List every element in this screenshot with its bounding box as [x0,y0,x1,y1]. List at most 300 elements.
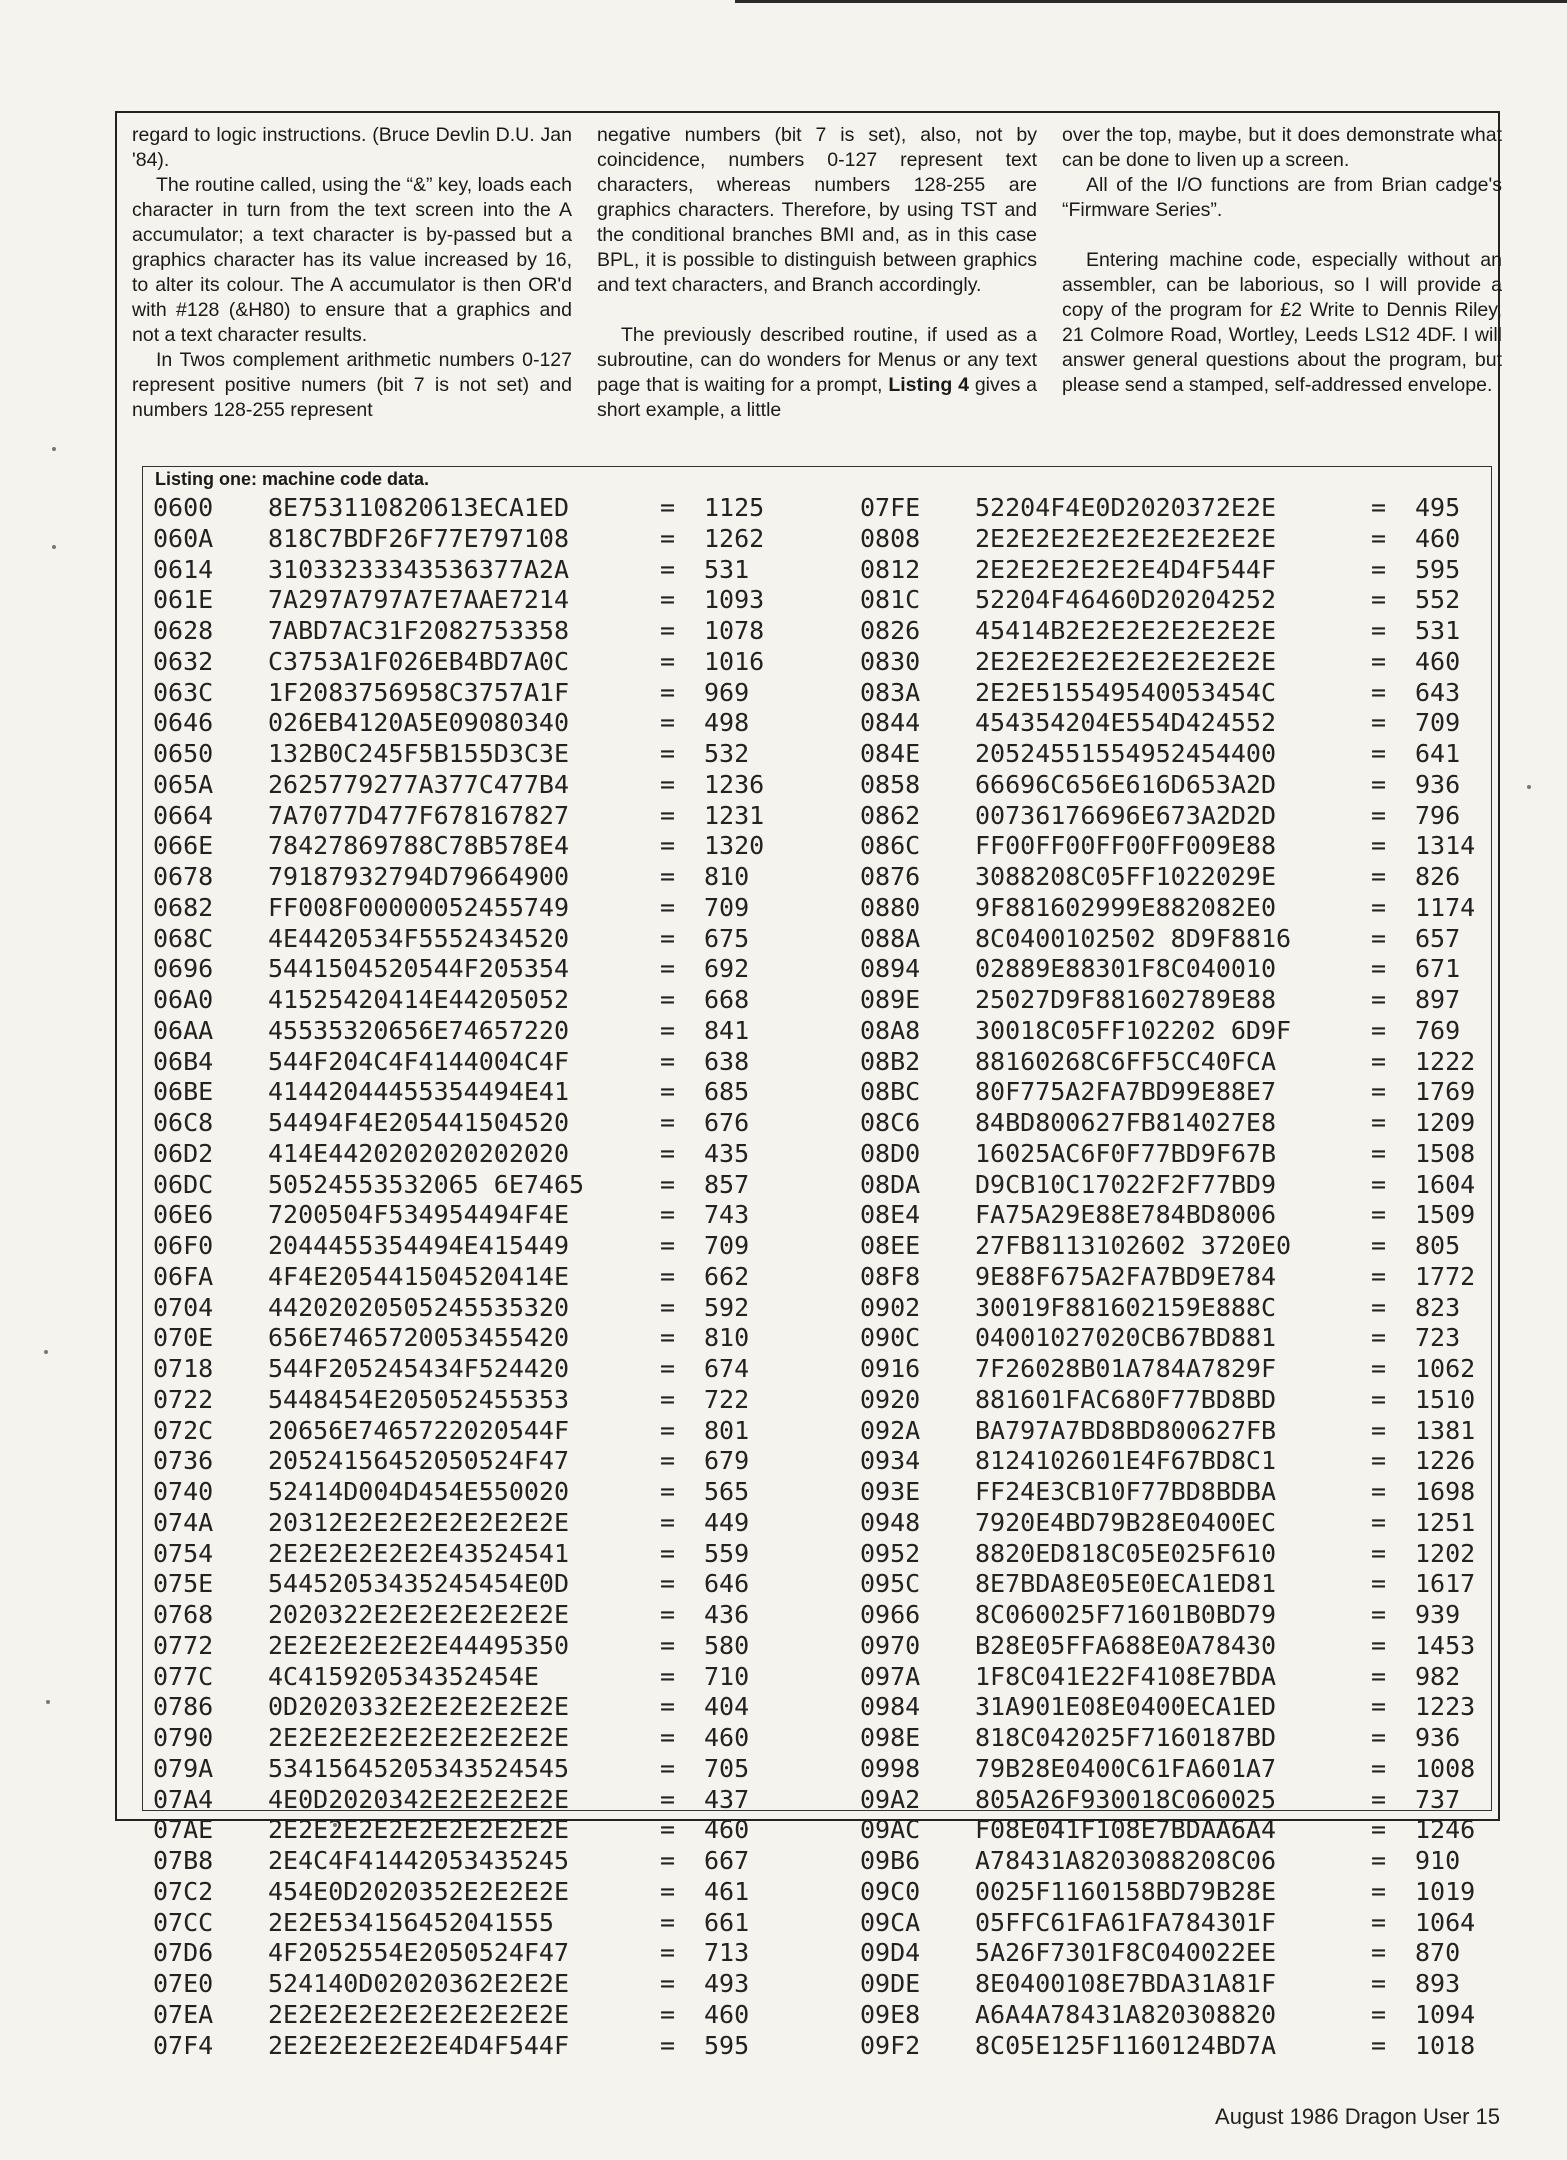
hex-data: 805A26F930018C060025 [975,1784,1277,1814]
checksum: 559 [704,1538,750,1568]
hex-data: 8C0400102502 8D9F8816 [975,923,1292,953]
equals-sign: = [660,1846,676,1875]
hex-data: 16025AC6F0F77BD9F67B [975,1138,1277,1168]
checksum: 969 [704,677,750,707]
hex-data: 2044455354494E415449 [268,1231,570,1260]
equals-sign: = [1371,1600,1387,1629]
equals-sign: = [1371,1907,1387,1937]
equals-sign: = [660,1354,676,1383]
equals-sign: = [660,1292,676,1322]
hex-data: 881601FAC680F77BD8BD [975,1384,1277,1414]
address: 06C8 [153,1108,214,1137]
equals-sign: = [1371,923,1387,953]
equals-sign: = [1371,1292,1387,1322]
listing-reference: Listing 4 [888,374,969,396]
equals-sign: = [1371,493,1387,522]
equals-sign: = [1371,1938,1387,1968]
checksum: 1262 [704,523,765,553]
margin-dot [46,1700,50,1704]
address: 088A [860,923,921,953]
address: 09F2 [860,2030,921,2060]
address: 09C0 [860,1876,921,1906]
address: 07B8 [153,1846,214,1875]
address: 07A4 [153,1784,214,1814]
address: 0948 [860,1507,921,1537]
equals-sign: = [660,585,676,615]
address: 0772 [153,1630,214,1660]
checksum: 910 [1415,1846,1461,1875]
hex-data: 544F205245434F524420 [268,1354,570,1383]
equals-sign: = [660,1077,676,1107]
checksum: 1019 [1415,1876,1476,1906]
address: 0830 [860,646,921,676]
checksum: 662 [704,1261,750,1291]
equals-sign: = [1371,1784,1387,1814]
address: 074A [153,1507,214,1537]
checksum: 676 [704,1108,750,1137]
text-column-2 [597,123,1037,463]
hex-data: 41525420414E44205052 [268,985,570,1014]
hex-data: 7920E4BD79B28E0400EC [975,1507,1277,1537]
checksum: 685 [704,1077,750,1107]
checksum: 709 [704,1231,750,1260]
checksum: 939 [1415,1600,1461,1629]
hex-data: FA75A29E88E784BD8006 [975,1200,1277,1230]
equals-sign: = [660,1108,676,1137]
hex-data: 2E2E2E2E2E2E4D4F544F [268,2030,570,2060]
hex-data: 454E0D2020352E2E2E2E [268,1876,570,1906]
hex-data: 79187932794D79664900 [268,862,570,891]
equals-sign: = [660,1477,676,1506]
equals-sign: = [660,2030,676,2060]
hex-data: 5448454E205052455353 [268,1384,570,1414]
address: 08D0 [860,1138,921,1168]
hex-data: 45535320656E74657220 [268,1015,570,1045]
address: 08B2 [860,1046,921,1076]
address: 08EE [860,1231,921,1260]
equals-sign: = [1371,554,1387,584]
hex-data: 4C415920534352454E [268,1661,539,1691]
margin-dot [1527,785,1531,789]
text-column-3 [1062,123,1502,463]
equals-sign: = [1371,1261,1387,1291]
checksum: 435 [704,1138,750,1168]
address: 0678 [153,862,214,891]
address: 0718 [153,1354,214,1383]
checksum: 498 [704,708,750,738]
checksum: 709 [1415,708,1461,738]
checksum: 1604 [1415,1169,1476,1199]
address: 0876 [860,862,921,891]
hex-data: 88160268C6FF5CC40FCA [975,1046,1277,1076]
checksum: 810 [704,862,750,891]
checksum: 404 [704,1692,750,1722]
paragraph-text: gives a short example, a little [597,374,1038,421]
paragraph: All of the I/O functions are from Brian cadge's “Firmware Series”. [1062,174,1502,221]
address: 06AA [153,1015,214,1045]
equals-sign: = [1371,1169,1387,1199]
address: 0916 [860,1354,921,1383]
address: 0970 [860,1630,921,1660]
hex-data: 00736176696E673A2D2D [975,800,1277,830]
equals-sign: = [1371,1415,1387,1445]
checksum: 801 [704,1415,750,1445]
address: 07D6 [153,1938,214,1968]
checksum: 982 [1415,1661,1461,1691]
checksum: 857 [704,1169,750,1199]
address: 0880 [860,892,921,922]
hex-data: 656E7465720053455420 [268,1323,570,1353]
address: 0808 [860,523,921,553]
hex-data: 44202020505245535320 [268,1292,570,1322]
address: 06D2 [153,1138,214,1168]
checksum: 1222 [1415,1046,1476,1076]
hex-data: 2E2E515549540053454C [975,677,1277,707]
hex-data: 7ABD7AC31F2082753358 [268,616,570,645]
equals-sign: = [1371,1723,1387,1752]
hex-data: 50524553532065 6E7465 [268,1169,585,1199]
hex-data: 78427869788C78B578E4 [268,831,570,861]
checksum: 460 [1415,646,1461,676]
address: 08C6 [860,1108,921,1137]
equals-sign: = [660,800,676,830]
checksum: 646 [704,1569,750,1599]
hex-data: 2E2E2E2E2E2E44495350 [268,1630,570,1660]
listing-title: Listing one: machine code data. [155,469,430,489]
equals-sign: = [1371,1753,1387,1783]
checksum: 641 [1415,739,1461,768]
checksum: 552 [1415,585,1461,615]
hex-data: 45414B2E2E2E2E2E2E2E [975,616,1277,645]
equals-sign: = [660,1753,676,1783]
checksum: 679 [704,1446,750,1476]
hex-data: 31033233343536377A2A [268,554,570,584]
hex-data: 414E4420202020202020 [268,1138,570,1168]
equals-sign: = [660,831,676,861]
hex-data: 4E4420534F5552434520 [268,923,570,953]
checksum: 643 [1415,677,1461,707]
listing-box [142,466,1492,2060]
checksum: 722 [704,1384,750,1414]
checksum: 1510 [1415,1384,1476,1414]
equals-sign: = [660,1938,676,1968]
checksum: 1016 [704,646,765,676]
address: 06DC [153,1169,214,1199]
hex-data: 0025F1160158BD79B28E [975,1876,1277,1906]
hex-data: 132B0C245F5B155D3C3E [268,739,570,768]
hex-data: 0D2020332E2E2E2E2E2E [268,1692,570,1722]
hex-data: 524140D02020362E2E2E [268,1969,570,1998]
equals-sign: = [660,616,676,645]
equals-sign: = [1371,677,1387,707]
hex-data: 20312E2E2E2E2E2E2E2E [268,1507,570,1537]
address: 06BE [153,1077,214,1107]
hex-data: 8E753110820613ECA1ED [268,493,570,522]
equals-sign: = [1371,800,1387,830]
equals-sign: = [1371,1138,1387,1168]
checksum: 671 [1415,954,1461,984]
address: 0894 [860,954,921,984]
hex-data: 2625779277A377C477B4 [268,769,570,799]
address: 097A [860,1661,921,1691]
checksum: 1062 [1415,1354,1476,1383]
checksum: 841 [704,1015,750,1045]
address: 089E [860,985,921,1014]
hex-data: FF008F00000052455749 [268,892,570,922]
address: 0736 [153,1446,214,1476]
checksum: 769 [1415,1015,1461,1045]
equals-sign: = [660,1138,676,1168]
address: 0902 [860,1292,921,1322]
equals-sign: = [1371,831,1387,861]
checksum: 1125 [704,493,765,522]
equals-sign: = [1371,616,1387,645]
address: 090C [860,1323,921,1353]
address: 06E6 [153,1200,214,1230]
equals-sign: = [660,769,676,799]
hex-data: 2E2E534156452041555 [268,1907,554,1937]
checksum: 1064 [1415,1907,1476,1937]
hex-data: 30018C05FF102202 6D9F [975,1015,1292,1045]
checksum: 1509 [1415,1200,1476,1230]
hex-data: 66696C656E616D653A2D [975,769,1277,799]
checksum: 692 [704,954,750,984]
checksum: 1226 [1415,1446,1476,1476]
equals-sign: = [1371,708,1387,738]
equals-sign: = [660,677,676,707]
checksum: 1314 [1415,831,1476,861]
checksum: 1508 [1415,1138,1476,1168]
address: 09B6 [860,1846,921,1875]
hex-data: 1F2083756958C3757A1F [268,677,570,707]
hex-data: 3088208C05FF1022029E [975,862,1277,891]
hex-data: 04001027020CB67BD881 [975,1323,1277,1353]
address: 0722 [153,1384,214,1414]
address: 09CA [860,1907,921,1937]
equals-sign: = [660,554,676,584]
equals-sign: = [660,708,676,738]
address: 09E8 [860,1999,921,2029]
hex-data: 2E2E2E2E2E2E2E2E2E2E [975,646,1277,676]
hex-data: 02889E88301F8C040010 [975,954,1277,984]
hex-data: 5441504520544F205354 [268,954,570,984]
equals-sign: = [1371,1969,1387,1998]
equals-sign: = [660,1446,676,1476]
hex-data: 8E7BDA8E05E0ECA1ED81 [975,1569,1277,1599]
hex-data: A6A4A78431A820308820 [975,1999,1277,2029]
checksum: 1320 [704,831,765,861]
address: 063C [153,677,214,707]
equals-sign: = [1371,769,1387,799]
checksum: 532 [704,739,750,768]
equals-sign: = [660,739,676,768]
address: 084E [860,739,921,768]
checksum: 713 [704,1938,750,1968]
address: 0998 [860,1753,921,1783]
margin-dot [44,1350,48,1354]
address: 0826 [860,616,921,645]
equals-sign: = [1371,1077,1387,1107]
address: 0650 [153,739,214,768]
address: 08BC [860,1077,921,1107]
address: 060A [153,523,214,553]
checksum: 675 [704,923,750,953]
hex-data: 25027D9F881602789E88 [975,985,1277,1014]
checksum: 743 [704,1200,750,1230]
hex-data: 20524156452050524F47 [268,1446,570,1476]
hex-data: 2E4C4F41442053435245 [268,1846,570,1875]
page-footer: August 1986 Dragon User 15 [1215,2104,1500,2129]
equals-sign: = [1371,1538,1387,1568]
hex-data: 5A26F7301F8C040022EE [975,1938,1277,1968]
address: 092A [860,1415,921,1445]
paragraph-text: The previously described routine, if used as a subroutine, can do wonders for Menus or any text page that is waiting for a prompt, [597,324,1037,396]
hex-data: 30019F881602159E888C [975,1292,1277,1322]
equals-sign: = [660,923,676,953]
hex-data: 7F26028B01A784A7829F [975,1354,1277,1383]
checksum: 723 [1415,1323,1461,1353]
checksum: 661 [704,1907,750,1937]
address: 09A2 [860,1784,921,1814]
checksum: 897 [1415,985,1461,1014]
checksum: 531 [704,554,750,584]
checksum: 595 [1415,554,1461,584]
checksum: 436 [704,1600,750,1629]
address: 0786 [153,1692,214,1722]
hex-data: 818C042025F7160187BD [975,1723,1277,1752]
address: 0754 [153,1538,214,1568]
equals-sign: = [1371,646,1387,676]
address: 08E4 [860,1200,921,1230]
hex-data: 27FB8113102602 3720E0 [975,1231,1292,1260]
article-text [132,123,1502,463]
checksum: 1236 [704,769,765,799]
equals-sign: = [660,1815,676,1845]
checksum: 1769 [1415,1077,1476,1107]
equals-sign: = [1371,1046,1387,1076]
address: 0740 [153,1477,214,1506]
address: 086C [860,831,921,861]
equals-sign: = [660,523,676,553]
checksum: 1094 [1415,1999,1476,2029]
hex-data: 20524551554952454400 [975,739,1277,768]
checksum: 668 [704,985,750,1014]
address: 0682 [153,892,214,922]
equals-sign: = [1371,523,1387,553]
hex-data: 1F8C041E22F4108E7BDA [975,1661,1277,1691]
text-column-1 [132,123,572,463]
equals-sign: = [660,1999,676,2029]
checksum: 1381 [1415,1415,1476,1445]
hex-data: FF00FF00FF00FF009E88 [975,831,1277,861]
hex-data: 2E2E2E2E2E2E43524541 [268,1538,570,1568]
equals-sign: = [660,646,676,676]
checksum: 595 [704,2030,750,2060]
checksum: 638 [704,1046,750,1076]
address: 08DA [860,1169,921,1199]
address: 09AC [860,1815,921,1845]
address: 068C [153,923,214,953]
hex-data: 026EB4120A5E09080340 [268,708,570,738]
equals-sign: = [1371,892,1387,922]
checksum: 1453 [1415,1630,1476,1660]
equals-sign: = [1371,862,1387,891]
equals-sign: = [660,1569,676,1599]
address: 07FE [860,493,921,522]
checksum: 810 [704,1323,750,1353]
checksum: 1772 [1415,1261,1476,1291]
address: 0984 [860,1692,921,1722]
equals-sign: = [1371,1477,1387,1506]
equals-sign: = [660,1169,676,1199]
address: 06B4 [153,1046,214,1076]
checksum: 796 [1415,800,1461,830]
equals-sign: = [660,1200,676,1230]
hex-data: 9E88F675A2FA7BD9E784 [975,1261,1277,1291]
address: 0862 [860,800,921,830]
checksum: 1223 [1415,1692,1476,1722]
address: 095C [860,1569,921,1599]
checksum: 674 [704,1354,750,1383]
equals-sign: = [660,1261,676,1291]
equals-sign: = [660,1876,676,1906]
equals-sign: = [1371,585,1387,615]
hex-data: 2020322E2E2E2E2E2E2E [268,1600,570,1629]
equals-sign: = [1371,1507,1387,1537]
address: 07EA [153,1999,214,2029]
equals-sign: = [1371,1231,1387,1260]
hex-data: 80F775A2FA7BD99E88E7 [975,1077,1277,1107]
address: 0628 [153,616,214,645]
checksum: 710 [704,1661,750,1691]
paragraph: In Twos complement arithmetic numbers 0-127 represent positive numers (bit 7 is not set) and numbers 128-255 represent [132,349,572,421]
address: 098E [860,1723,921,1752]
checksum: 936 [1415,769,1461,799]
equals-sign: = [660,1600,676,1629]
address: 06FA [153,1261,214,1291]
checksum: 705 [704,1753,750,1783]
hex-data: 31A901E08E0400ECA1ED [975,1692,1277,1722]
paragraph: over the top, maybe, but it does demonstrate what can be done to liven up a screen. [1062,124,1502,171]
checksum: 1251 [1415,1507,1476,1537]
hex-data: 54452053435245454E0D [268,1569,570,1599]
address: 0696 [153,954,214,984]
address: 093E [860,1477,921,1506]
hex-data: B28E05FFA688E0A78430 [975,1630,1277,1660]
equals-sign: = [660,1907,676,1937]
equals-sign: = [1371,1815,1387,1845]
address: 07E0 [153,1969,214,1998]
hex-data: 818C7BDF26F77E797108 [268,523,570,553]
equals-sign: = [660,892,676,922]
address: 066E [153,831,214,861]
margin-dot [52,545,56,549]
equals-sign: = [660,1630,676,1660]
hex-data: 8C05E125F1160124BD7A [975,2030,1277,2060]
equals-sign: = [1371,1354,1387,1383]
hex-data: 2E2E2E2E2E2E2E2E2E2E [268,1723,570,1752]
address: 07C2 [153,1876,214,1906]
hex-data: 7A7077D477F678167827 [268,800,570,830]
checksum: 495 [1415,493,1461,522]
hex-data: 454354204E554D424552 [975,708,1277,738]
hex-data: 05FFC61FA61FA784301F [975,1907,1277,1937]
hex-data: F08E041F108E7BDAA6A4 [975,1815,1277,1845]
hex-data: 2E2E2E2E2E2E4D4F544F [975,554,1277,584]
address: 072C [153,1415,214,1445]
checksum: 1698 [1415,1477,1476,1506]
hex-data: 84BD800627FB814027E8 [975,1108,1277,1137]
